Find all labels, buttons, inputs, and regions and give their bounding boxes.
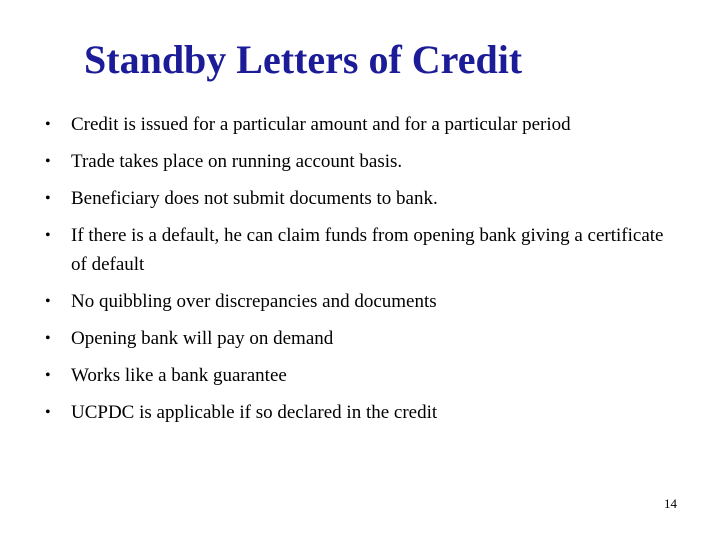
bullet-item	[45, 324, 675, 353]
bullet-icon: •	[45, 190, 51, 207]
bullet-text: Beneficiary does not submit documents to bank.	[71, 188, 438, 209]
bullet-icon: •	[45, 293, 51, 310]
bullet-icon: •	[45, 153, 51, 170]
bullet-item	[45, 147, 675, 176]
bullet-icon: •	[45, 367, 51, 384]
bullet-item	[45, 361, 675, 390]
bullet-text: Trade takes place on running account basis.	[71, 151, 403, 172]
bullet-icon: •	[45, 227, 51, 244]
bullet-text: If there is a default, he can claim funds from opening bank giving a certificate of default	[71, 225, 664, 275]
bullet-text: No quibbling over discrepancies and documents	[71, 291, 437, 312]
bullet-text: Credit is issued for a particular amount and for a particular period	[71, 114, 571, 135]
bullet-item	[45, 398, 675, 427]
slide-title: Standby Letters of Credit	[84, 37, 523, 82]
bullet-item	[45, 287, 675, 316]
bullet-text: Works like a bank guarantee	[71, 365, 287, 386]
bullet-list	[45, 110, 675, 427]
bullet-item	[45, 184, 675, 213]
bullet-item	[45, 221, 675, 279]
bullet-icon: •	[45, 330, 51, 347]
bullet-text: Opening bank will pay on demand	[71, 328, 334, 349]
bullet-icon: •	[45, 116, 51, 133]
page-number: 14	[664, 496, 677, 511]
bullet-item	[45, 110, 675, 139]
bullet-icon: •	[45, 404, 51, 421]
bullet-text: UCPDC is applicable if so declared in the credit	[71, 402, 438, 423]
